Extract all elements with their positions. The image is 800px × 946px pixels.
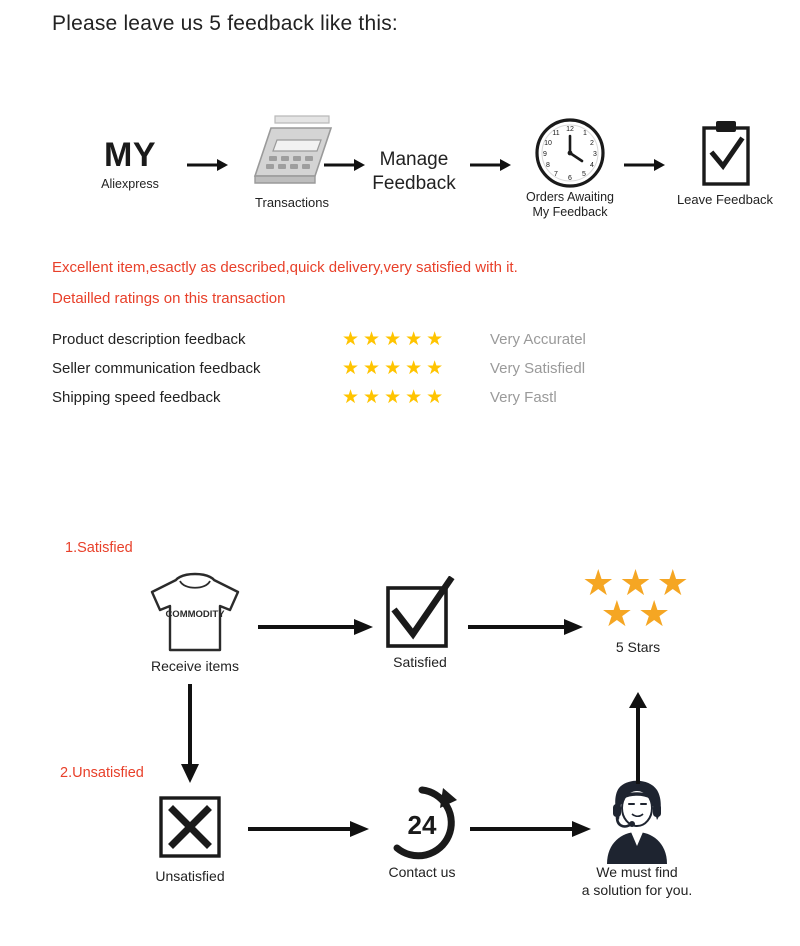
branch-label-satisfied: 1.Satisfied — [65, 540, 133, 556]
rating-label: Seller communication feedback — [52, 360, 261, 377]
svg-text:7: 7 — [554, 171, 558, 178]
flow-step-label-leave-feedback: Leave Feedback — [676, 192, 774, 207]
flow-step-label-aliexpress: Aliexpress — [101, 177, 159, 191]
flow-node-label-five-stars: 5 Stars — [615, 639, 661, 656]
flow-node-label-solution — [562, 864, 712, 899]
flow-node-satisfied — [372, 576, 468, 672]
flow-step-manage-feedback — [354, 148, 474, 196]
bottom-flow-diagram — [0, 520, 800, 940]
checkbox-cross-icon — [151, 792, 229, 868]
svg-text:COMMODITY: COMMODITY — [165, 609, 225, 620]
flow-step-my-aliexpress — [80, 138, 180, 191]
pos-terminal-icon — [237, 110, 347, 192]
flow-step-leave-feedback — [660, 118, 790, 207]
arrow-down-icon — [178, 684, 202, 784]
solution-line1: We must find — [596, 864, 678, 880]
flow-node-label-receive-items: Receive items — [151, 658, 239, 674]
flow-step-label-orders-awaiting — [500, 190, 640, 220]
rating-stars: ★★★★★ — [342, 358, 448, 379]
checkbox-check-icon — [380, 576, 460, 654]
flow-node-five-stars — [578, 562, 698, 657]
svg-text:6: 6 — [568, 175, 572, 182]
flow-step-title-manage: Manage — [379, 149, 449, 170]
solution-line2: a solution for you. — [581, 881, 693, 898]
rating-stars: ★★★★★ — [342, 387, 448, 408]
svg-text:1: 1 — [583, 130, 587, 137]
svg-text:3: 3 — [593, 151, 597, 158]
flow-step-orders-awaiting — [500, 116, 640, 220]
branch-label-unsatisfied: 2.Unsatisfied — [60, 765, 144, 781]
flow-node-contact-us — [372, 782, 472, 882]
arrow-right-icon — [248, 820, 370, 838]
five-stars-row-2: ★★ — [600, 592, 676, 634]
arrow-up-icon — [626, 692, 650, 784]
five-stars-row-1: ★★★ — [582, 562, 694, 603]
ratings-list — [52, 325, 752, 412]
page-title: Please leave us 5 feedback like this: — [52, 12, 398, 35]
five-stars-icon — [578, 562, 698, 634]
tshirt-commodity-icon — [140, 568, 250, 658]
svg-text:2: 2 — [590, 140, 594, 147]
flow-node-solution — [562, 776, 712, 899]
svg-text:4: 4 — [590, 162, 594, 169]
rating-value: Very Satisfiedl — [490, 360, 586, 377]
svg-text:12: 12 — [566, 126, 574, 133]
svg-text:10: 10 — [544, 140, 552, 147]
review-subtitle: Detailled ratings on this transaction — [52, 290, 286, 307]
arrow-right-icon — [258, 618, 374, 636]
flow-node-receive-items — [130, 568, 260, 676]
flow-step-label-feedback: Feedback — [372, 172, 456, 194]
arrow-right-icon — [468, 618, 584, 636]
flow-node-unsatisfied — [142, 792, 238, 886]
rating-label: Shipping speed feedback — [52, 389, 221, 406]
orders-awaiting-line2: My Feedback — [532, 205, 608, 219]
flow-node-label-satisfied: Satisfied — [393, 654, 447, 670]
rating-value: Very Accuratel — [490, 331, 586, 348]
flow-node-label-unsatisfied: Unsatisfied — [155, 868, 225, 884]
my-aliexpress-logo: MY — [104, 136, 156, 174]
svg-text:9: 9 — [543, 151, 547, 158]
headset-agent-icon — [591, 776, 683, 864]
svg-text:5: 5 — [582, 171, 586, 178]
svg-text:24: 24 — [407, 810, 437, 840]
rating-row — [52, 354, 752, 383]
rating-row — [52, 383, 752, 412]
flow-step-label-transactions: Transactions — [255, 195, 329, 210]
svg-text:11: 11 — [552, 130, 560, 137]
clipboard-check-icon — [692, 118, 758, 192]
clock-icon — [533, 116, 607, 190]
support-24h-icon — [381, 782, 463, 864]
rating-value: Very Fastl — [490, 389, 557, 406]
rating-label: Product description feedback — [52, 331, 246, 348]
review-comment: Excellent item,esactly as described,quick delivery,very satisfied with it. — [52, 259, 518, 276]
rating-stars: ★★★★★ — [342, 329, 448, 350]
rating-row — [52, 325, 752, 354]
svg-text:8: 8 — [546, 162, 550, 169]
arrow-right-icon — [187, 158, 229, 170]
orders-awaiting-line1: Orders Awaiting — [525, 190, 614, 204]
flow-node-label-contact-us: Contact us — [388, 864, 456, 880]
top-flow-diagram — [52, 110, 774, 230]
